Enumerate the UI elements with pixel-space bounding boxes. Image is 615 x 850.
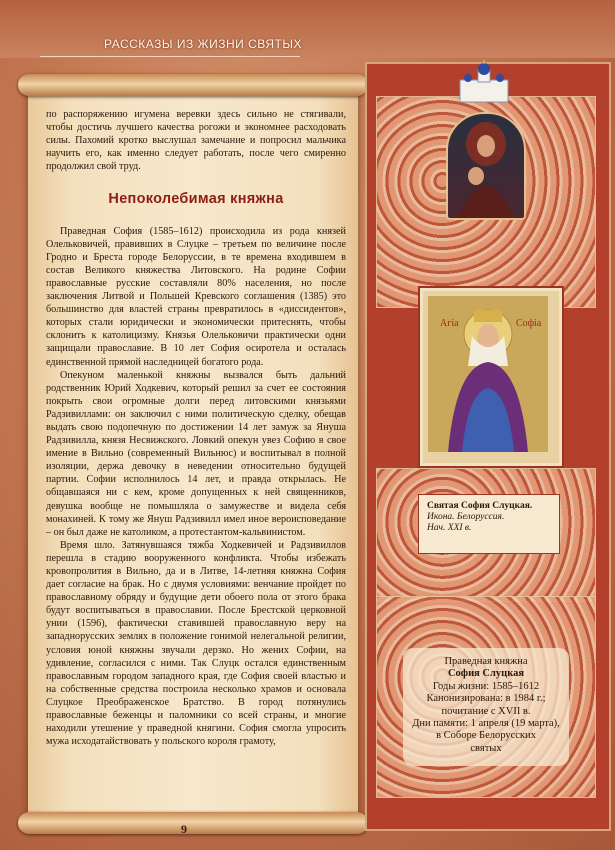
- church-illustration: [452, 60, 516, 104]
- icon-inscription-left: Агiа: [440, 318, 459, 329]
- article-title: Непоколебимая княжна: [108, 191, 284, 208]
- bio-line: Годы жизни: 1585–1612: [432, 680, 540, 692]
- caption-line: Икона. Белоруссия.: [427, 512, 505, 522]
- scroll-roll-bottom: [18, 812, 368, 834]
- page-number: 9: [181, 822, 187, 836]
- bio-line: Праведная княжна: [444, 656, 528, 667]
- intro-paragraph: по распоряжению игумена веревки здесь сильно не стягивали, чтобы достичь лучшего качества рогожи и экономнее расходовать силы. Пахомий кротко выслушал замечание и попросил мальчика научить его, как именно следует работать, после чего смиренно продолжил свой труд.: [46, 109, 346, 173]
- bio-line: в Соборе Белорусских: [436, 730, 536, 742]
- running-header: РАССКАЗЫ ИЗ ЖИЗНИ СВЯТЫХ: [104, 37, 303, 51]
- bio-name: София Слуцкая: [447, 668, 525, 680]
- page-header: [0, 0, 615, 58]
- icon-caption: [418, 494, 560, 554]
- header-divider: [40, 56, 300, 57]
- virgin-mary-icon-image: [446, 112, 526, 220]
- article-paragraph: Время шло. Затянувшаяся тяжба Ходкевичей и Радзивиллов перешла в стадию вооруженного конфликта. Чтобы избежать кровопролития в Вильно, да и в Литве, 14-летняя княжна София дает согласие на брак. Но с двумя условиями: венчание пройдет по православному обряду и будущие дети обоего пола от этого брака будут воспитываться в православии. После Брестской церковной унии (1596), фактически ставившей православную веру на западнорусских землях в положение гонимой нелегальной религии, условия юной княжны звучали дерзко. Но жених Софии, на удивление, согласился с ними. Так Слуцк остался единственным православным городом западного края, где София своей властью и на собственные средства построила несколько храмов и основала Слуцкое Преображенское Братство. В город потянулись православные беженцы и паломники со всей страны, и многие находили утешение у праведной княгини. София смогла упросить мужа исходатайствовать у польского короля грамоту,: [46, 539, 346, 748]
- caption-line: Нач. XXI в.: [427, 523, 472, 533]
- bio-line: Дни памяти: 1 апреля (19 марта),: [412, 718, 560, 730]
- article-paragraph: Опекуном маленькой княжны вызвался быть дальний родственник Юрий Ходкевич, который решил за счет ее состояния покрыть свои огромные долги перед литовскими князьями Радзивиллами: он заключил с ними политическую сделку, обещав выдать свою подопечную по достижении 14 лет замуж за Януша Радзивилла, князя Несвижского. Ловкий опекун увез Софию в свое имение в Вильно (современный Вильнюс) и воспитывал в полной изоляции, держа девочку в неведении относительно будущей партии. Софии исполнилось 14 лет, и правда открылась. Не общавшаяся ни с кем, кроме допущенных к ней священников, девушка вообще не помышляла о замужестве и видела себя монахиней. К тому же Януш Радзивилл имел иное вероисповедание – он был даже не католиком, а протестантом-кальвинистом.: [46, 369, 346, 538]
- bio-line: святых: [470, 742, 502, 754]
- caption-title: Святая София Слуцкая.: [427, 501, 533, 511]
- icon-inscription-right: Софiа: [516, 318, 542, 329]
- scroll-roll-top: [18, 74, 368, 96]
- article-paragraph: Праведная София (1585–1612) происходила из рода князей Олельковичей, правивших в Слуцке – третьем по величине после Гродно и Бреста городе Белоруссии, в те времена входившем в состав Великого княжества Литовского. На родине Софии православные русские составляли 80% населения, но после заключения Литвой и Польшей Кревского соглашения (1385) это большинство для властей страны превратилось в «диссидентов», которых стали юридически и экономически притеснять, чтобы склонить к католицизму. Князья Олельковичи практически одни защищали православие. В 10 лет София осиротела и осталась единственной прямой наследницей богатого рода.: [46, 225, 346, 368]
- article-body: [46, 108, 346, 748]
- bio-line: почитание с XVII в.: [441, 705, 531, 717]
- bio-line: Канонизирована: в 1984 г.;: [426, 693, 546, 705]
- saint-sofia-icon-image: [428, 296, 548, 452]
- saint-info-box: [403, 648, 569, 766]
